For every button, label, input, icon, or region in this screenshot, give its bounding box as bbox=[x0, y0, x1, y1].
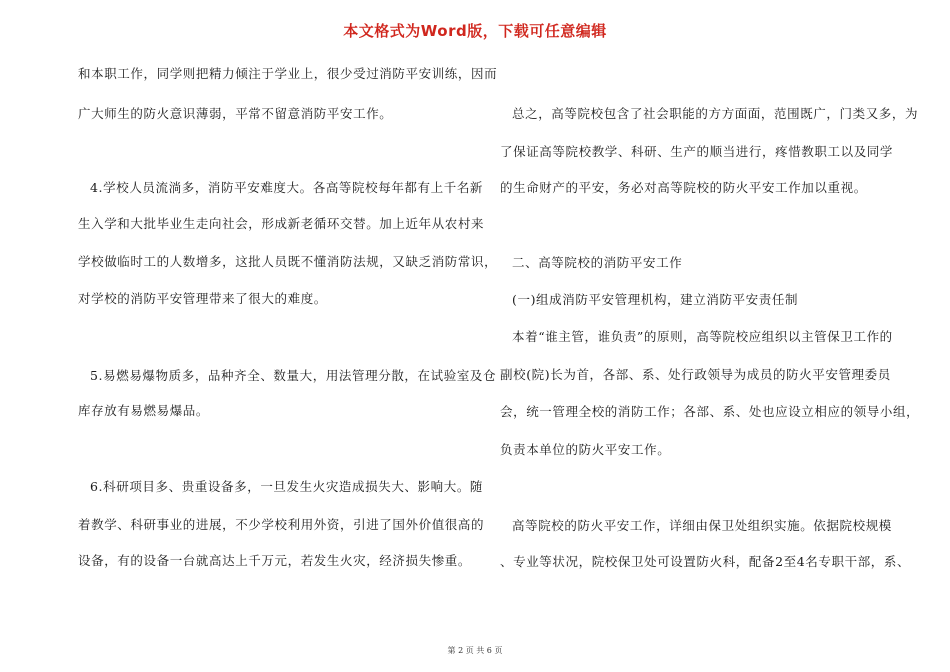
text-line: 设备，有的设备一台就高达上千万元，若发生火灾，经济损失惨重。 bbox=[78, 553, 472, 568]
section-subheading: (一)组成消防平安管理机构，建立消防平安责任制 bbox=[512, 292, 799, 307]
text-line: 负责本单位的防火平安工作。 bbox=[500, 442, 671, 457]
text-line: 和本职工作，同学则把精力倾注于学业上，很少受过消防平安训练，因而 bbox=[78, 66, 498, 81]
text-line: 了保证高等院校教学、科研、生产的顺当进行，疼惜教职工以及同学 bbox=[500, 144, 894, 159]
text-line: 会，统一管理全校的消防工作；各部、系、处也应设立相应的领导小组， bbox=[500, 404, 920, 419]
text-line: 对学校的消防平安管理带来了很大的难度。 bbox=[78, 291, 327, 306]
text-line: 广大师生的防火意识薄弱，平常不留意消防平安工作。 bbox=[78, 106, 393, 121]
text-line: 5.易燃易爆物质多，品种齐全、数量大，用法管理分散，在试验室及仓 bbox=[90, 368, 497, 383]
text-line: 生入学和大批毕业生走向社会，形成新老循环交替。加上近年从农村来 bbox=[78, 216, 485, 231]
text-line: 库存放有易燃易爆品。 bbox=[78, 403, 210, 418]
text-line: 的生命财产的平安，务必对高等院校的防火平安工作加以重视。 bbox=[500, 180, 867, 195]
text-line: 学校做临时工的人数增多，这批人员既不懂消防法规，又缺乏消防常识， bbox=[78, 254, 498, 269]
text-line: 本着“谁主管，谁负责”的原则，高等院校应组织以主管保卫工作的 bbox=[512, 329, 893, 344]
text-line: 着教学、科研事业的进展，不少学校利用外资，引进了国外价值很高的 bbox=[78, 517, 485, 532]
document-banner: 本文格式为Word版，下载可任意编辑 bbox=[343, 22, 607, 40]
section-heading: 二、高等院校的消防平安工作 bbox=[512, 255, 683, 270]
page-number: 第 2 页 共 6 页 bbox=[447, 646, 503, 655]
text-line: 、专业等状况，院校保卫处可设置防火科，配备2至4名专职干部，系、 bbox=[500, 554, 911, 569]
text-line: 副校(院)长为首，各部、系、处行政领导为成员的防火平安管理委员 bbox=[500, 367, 891, 382]
text-line: 高等院校的防火平安工作，详细由保卫处组织实施。依据院校规模 bbox=[512, 518, 892, 533]
text-line: 6.科研项目多、贵重设备多，一旦发生火灾造成损失大、影响大。随 bbox=[90, 479, 484, 494]
text-line: 4.学校人员流淌多，消防平安难度大。各高等院校每年都有上千名新 bbox=[90, 180, 484, 195]
text-line: 总之，高等院校包含了社会职能的方方面面，范围既广，门类又多，为 bbox=[512, 106, 919, 121]
